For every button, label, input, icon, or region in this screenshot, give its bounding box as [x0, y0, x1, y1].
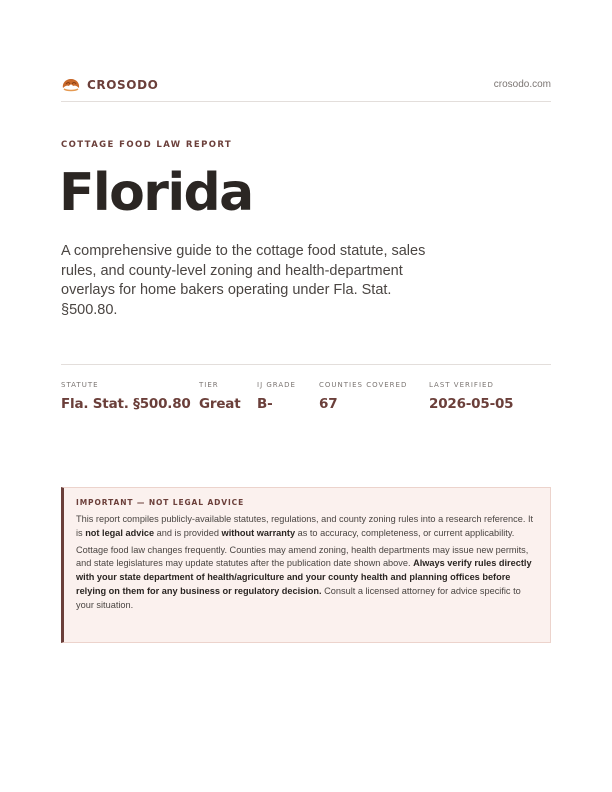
stat-value: 2026-05-05 [429, 396, 514, 412]
lede-paragraph: A comprehensive guide to the cottage food statute, sales rules, and county-level zoning and health-department overlays for home bakers operating under Fla. Stat. §500.80. [61, 243, 426, 318]
report-eyebrow: COTTAGE FOOD LAW REPORT [61, 140, 233, 150]
notice-paragraph-2: Cottage food law changes frequently. Counties may amend zoning, health departments may issue new permits, and state legislatures may update statutes after the publication date shown above. Always verify rules directly with your state department of health/agriculture and your county health and planning offices before relying on them for any business or regulatory decision. Consult a licensed attorney for advice specific to your situation. [76, 544, 532, 610]
stat-label: STATUTE [61, 381, 99, 389]
stat-value: Fla. Stat. §500.80 [61, 396, 191, 412]
page-header [61, 76, 551, 102]
stat-value: Great [199, 396, 241, 412]
brand[interactable] [61, 76, 158, 94]
site-url[interactable]: crosodo.com [493, 79, 551, 90]
notice-title: IMPORTANT — NOT LEGAL ADVICE [76, 498, 245, 507]
stat-label: LAST VERIFIED [429, 381, 494, 389]
stat-label: COUNTIES COVERED [319, 381, 408, 389]
brand-name: CROSODO [87, 77, 159, 92]
stat-ij-grade [257, 381, 319, 412]
stat-statute [61, 381, 199, 412]
stat-label: IJ GRADE [257, 381, 296, 389]
stat-value: 67 [319, 396, 338, 412]
stat-counties [319, 381, 429, 412]
stat-last-verified [429, 381, 539, 412]
notice-paragraph-1: This report compiles publicly-available statutes, regulations, and county zoning rules into a research reference. It is not legal advice and is provided without warranty as to accuracy, completeness, or current applicability. [76, 514, 534, 538]
page-title: Florida [59, 163, 253, 223]
stat-tier [199, 381, 257, 412]
stats-row [61, 364, 551, 412]
croissant-icon [61, 76, 81, 94]
legal-notice [61, 487, 551, 643]
stat-value: B- [257, 396, 273, 412]
stat-label: TIER [199, 381, 219, 389]
